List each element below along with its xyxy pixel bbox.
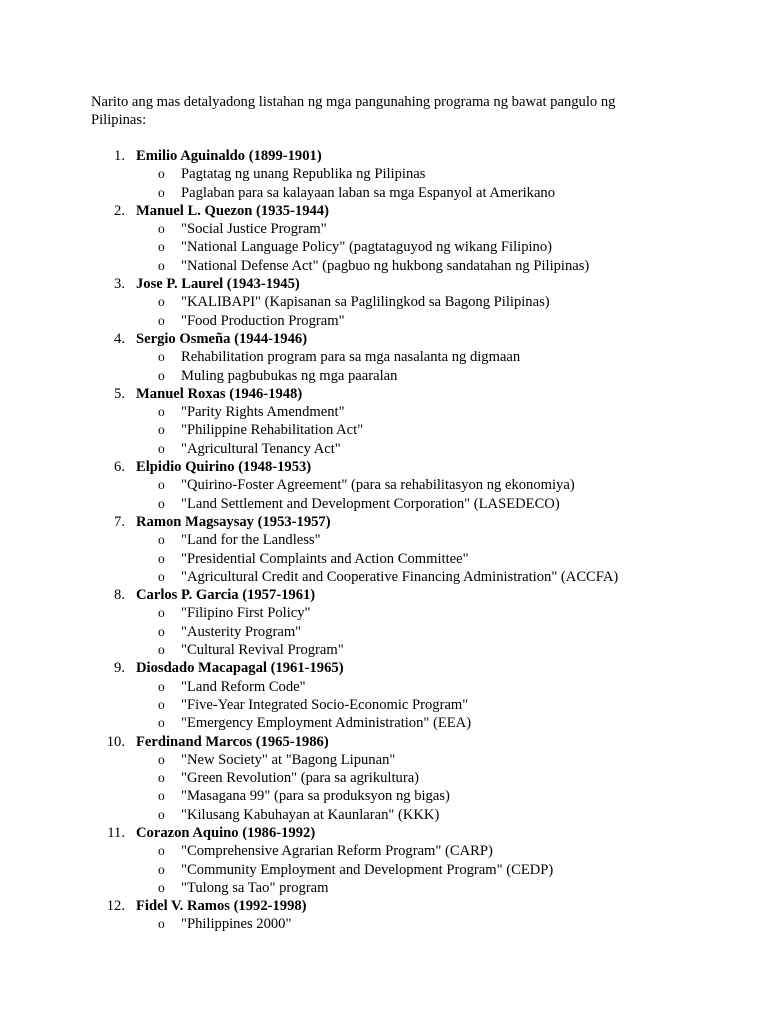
bullet-icon: o [158, 404, 165, 420]
program-item [0, 568, 768, 586]
president-heading [0, 202, 768, 220]
list-number: 8. [114, 587, 125, 604]
president-heading [0, 824, 768, 842]
program-text: "Food Production Program" [181, 312, 345, 329]
bullet-icon: o [158, 349, 165, 365]
program-text: Pagtatag ng unang Republika ng Pilipinas [181, 166, 426, 183]
president-name: Carlos P. Garcia (1957-1961) [136, 587, 316, 604]
program-text: "National Language Policy" (pagtataguyod ng wikang Filipino) [181, 239, 553, 256]
program-text: "Five-Year Integrated Socio-Economic Program" [181, 696, 469, 713]
list-number: 3. [114, 276, 125, 293]
list-number: 11. [107, 824, 125, 841]
program-item [0, 421, 768, 439]
bullet-icon: o [158, 532, 165, 548]
president-item [0, 513, 768, 586]
program-item [0, 842, 768, 860]
bullet-icon: o [158, 568, 165, 584]
president-name: Fidel V. Ramos (1992-1998) [136, 898, 307, 915]
program-list [0, 348, 768, 385]
bullet-icon: o [158, 440, 165, 456]
program-text: "Parity Rights Amendment" [181, 404, 345, 421]
program-list [0, 842, 768, 897]
program-text: "Land Settlement and Development Corporation" (LASEDECO) [181, 495, 560, 512]
program-text: "Presidential Complaints and Action Committee" [181, 550, 469, 567]
program-item [0, 787, 768, 805]
president-name: Elpidio Quirino (1948-1953) [136, 459, 312, 476]
list-number: 1. [114, 148, 125, 164]
list-number: 4. [114, 330, 125, 347]
president-item [0, 330, 768, 385]
president-name: Corazon Aquino (1986-1992) [136, 824, 316, 841]
bullet-icon: o [158, 806, 165, 822]
program-text: "Land Reform Code" [181, 678, 306, 695]
program-item [0, 861, 768, 879]
program-item [0, 184, 768, 202]
program-item [0, 476, 768, 494]
bullet-icon: o [158, 312, 165, 328]
bullet-icon: o [158, 696, 165, 712]
president-name: Manuel Roxas (1946-1948) [136, 385, 303, 402]
program-list [0, 165, 768, 202]
program-item [0, 769, 768, 787]
program-text: Muling pagbubukas ng mga paaralan [181, 367, 398, 384]
president-item [0, 897, 768, 934]
bullet-icon: o [158, 294, 165, 310]
program-item [0, 312, 768, 330]
bullet-icon: o [158, 257, 165, 273]
program-list [0, 476, 768, 513]
bullet-icon: o [158, 751, 165, 767]
bullet-icon: o [158, 422, 165, 438]
bullet-icon: o [158, 166, 165, 182]
president-heading [0, 458, 768, 476]
list-number: 2. [114, 202, 125, 219]
president-item [0, 385, 768, 458]
presidents-list [0, 147, 768, 934]
program-text: "Kilusang Kabuhayan at Kaunlaran" (KKK) [181, 806, 440, 823]
program-text: "Tulong sa Tao" program [181, 879, 329, 896]
program-item [0, 604, 768, 622]
program-text: "KALIBAPI" (Kapisanan sa Paglilingkod sa Bagong Pilipinas) [181, 294, 550, 311]
program-item [0, 220, 768, 238]
program-text: "Land for the Landless" [181, 532, 321, 549]
intro-paragraph: Narito ang mas detalyadong listahan ng mga pangunahing programa ng bawat pangulo ng Pilipinas: [91, 94, 616, 128]
list-number: 6. [114, 459, 125, 476]
bullet-icon: o [158, 861, 165, 877]
program-text: "Cultural Revival Program" [181, 642, 344, 659]
program-item [0, 751, 768, 769]
bullet-icon: o [158, 843, 165, 859]
president-name: Ramon Magsaysay (1953-1957) [136, 513, 331, 530]
program-text: "Agricultural Tenancy Act" [181, 440, 341, 457]
program-text: Paglaban para sa kalayaan laban sa mga Espanyol at Amerikano [181, 184, 556, 201]
program-text: "Philippine Rehabilitation Act" [181, 422, 364, 439]
president-item [0, 733, 768, 824]
president-heading [0, 733, 768, 751]
president-heading [0, 897, 768, 915]
president-name: Diosdado Macapagal (1961-1965) [136, 660, 344, 677]
bullet-icon: o [158, 623, 165, 639]
program-text: Rehabilitation program para sa mga nasalanta ng digmaan [181, 349, 521, 366]
program-list [0, 531, 768, 586]
bullet-icon: o [158, 770, 165, 786]
program-list [0, 678, 768, 733]
program-text: "Comprehensive Agrarian Reform Program" (CARP) [181, 843, 493, 860]
program-item [0, 550, 768, 568]
president-item [0, 659, 768, 732]
program-text: "Social Justice Program" [181, 221, 327, 238]
program-text: "Austerity Program" [181, 623, 302, 640]
president-heading [0, 586, 768, 604]
program-list [0, 604, 768, 659]
bullet-icon: o [158, 879, 165, 895]
president-name: Emilio Aguinaldo (1899-1901) [136, 148, 322, 164]
bullet-icon: o [158, 678, 165, 694]
president-item [0, 824, 768, 897]
program-item [0, 696, 768, 714]
program-item [0, 623, 768, 641]
program-item [0, 641, 768, 659]
president-item [0, 458, 768, 513]
bullet-icon: o [158, 367, 165, 383]
program-text: "New Society" at "Bagong Lipunan" [181, 751, 396, 768]
program-item [0, 531, 768, 549]
president-heading [0, 330, 768, 348]
program-item [0, 257, 768, 275]
president-name: Manuel L. Quezon (1935-1944) [136, 202, 329, 219]
president-item [0, 202, 768, 275]
list-number: 9. [114, 660, 125, 677]
president-heading [0, 513, 768, 531]
bullet-icon: o [158, 184, 165, 200]
list-number: 10. [106, 733, 125, 750]
bullet-icon: o [158, 605, 165, 621]
program-text: "Quirino-Foster Agreement" (para sa rehabilitasyon ng ekonomiya) [181, 477, 575, 494]
program-item [0, 678, 768, 696]
program-item [0, 714, 768, 732]
president-name: Sergio Osmeña (1944-1946) [136, 330, 308, 347]
program-item [0, 348, 768, 366]
program-item [0, 495, 768, 513]
program-text: "Emergency Employment Administration" (EEA) [181, 715, 472, 732]
bullet-icon: o [158, 916, 165, 932]
program-text: "National Defense Act" (pagbuo ng hukbong sandatahan ng Pilipinas) [181, 257, 590, 274]
program-item [0, 293, 768, 311]
program-list [0, 220, 768, 275]
program-text: "Community Employment and Development Program" (CEDP) [181, 861, 554, 878]
bullet-icon: o [158, 477, 165, 493]
bullet-icon: o [158, 642, 165, 658]
program-item [0, 879, 768, 897]
program-list [0, 403, 768, 458]
program-text: "Philippines 2000" [181, 916, 292, 933]
program-item [0, 440, 768, 458]
bullet-icon: o [158, 221, 165, 237]
bullet-icon: o [158, 550, 165, 566]
program-item [0, 915, 768, 933]
president-heading [0, 385, 768, 403]
president-item [0, 147, 768, 202]
program-item [0, 806, 768, 824]
bullet-icon: o [158, 495, 165, 511]
president-name: Ferdinand Marcos (1965-1986) [136, 733, 329, 750]
program-item [0, 165, 768, 183]
program-item [0, 238, 768, 256]
program-item [0, 403, 768, 421]
program-list [0, 751, 768, 824]
president-heading [0, 275, 768, 293]
program-text: "Green Revolution" (para sa agrikultura) [181, 770, 420, 787]
bullet-icon: o [158, 715, 165, 731]
program-text: "Masagana 99" (para sa produksyon ng bigas) [181, 788, 450, 805]
president-heading [0, 659, 768, 677]
program-text: "Agricultural Credit and Cooperative Financing Administration" (ACCFA) [181, 568, 619, 585]
president-name: Jose P. Laurel (1943-1945) [136, 276, 300, 293]
program-text: "Filipino First Policy" [181, 605, 311, 622]
program-item [0, 367, 768, 385]
program-list [0, 915, 768, 933]
president-item [0, 586, 768, 659]
list-number: 5. [114, 385, 125, 402]
president-heading [0, 147, 768, 165]
bullet-icon: o [158, 788, 165, 804]
list-number: 12. [106, 898, 125, 915]
bullet-icon: o [158, 239, 165, 255]
president-item [0, 275, 768, 330]
list-number: 7. [114, 513, 125, 530]
program-list [0, 293, 768, 330]
